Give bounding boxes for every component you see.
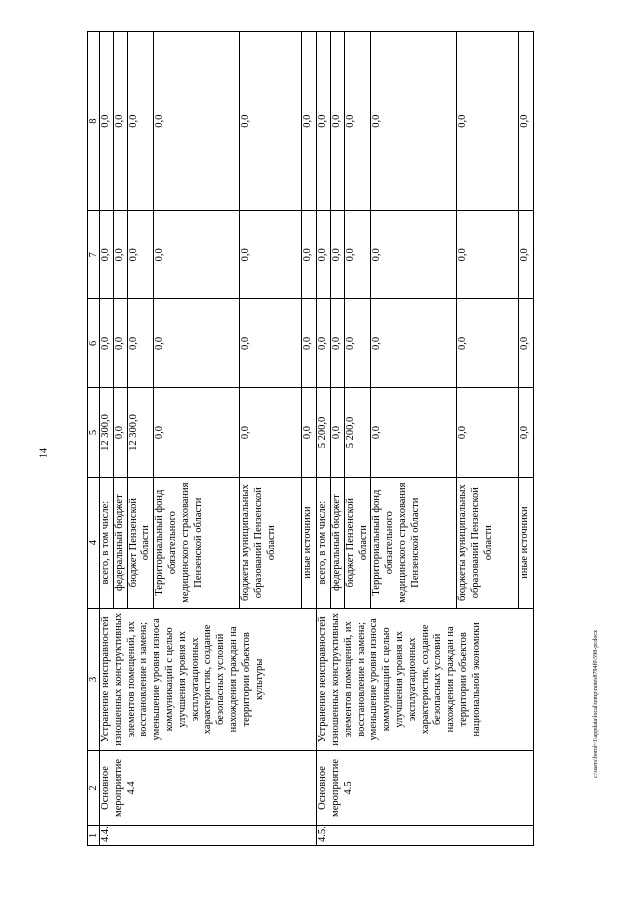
funding-source: федеральный бюджет <box>330 477 344 608</box>
amount-v5: 0,0 <box>240 388 302 477</box>
table-container <box>87 31 588 846</box>
amount-v6: 0,0 <box>344 299 371 388</box>
funding-source: Территориальный фонд обязательного медицинского страхования Пензенской области <box>154 477 240 608</box>
rotated-table-wrapper <box>87 31 588 846</box>
amount-v5: 0,0 <box>302 388 317 477</box>
amount-v5: 12 300,0 <box>100 388 114 477</box>
amount-v5: 0,0 <box>113 388 127 477</box>
header-cell: 5 <box>88 388 100 477</box>
amount-v6: 0,0 <box>371 299 457 388</box>
amount-v7: 0,0 <box>371 211 457 299</box>
header-cell: 4 <box>88 477 100 608</box>
page-number: 14 <box>38 448 50 458</box>
funding-source: федеральный бюджет <box>113 477 127 608</box>
amount-v7: 0,0 <box>317 211 331 299</box>
amount-v5: 0,0 <box>457 388 519 477</box>
table-row <box>100 32 114 846</box>
amount-v6: 0,0 <box>457 299 519 388</box>
amount-v6: 0,0 <box>100 299 114 388</box>
amount-v7: 0,0 <box>127 211 154 299</box>
header-cell: 6 <box>88 299 100 388</box>
amount-v7: 0,0 <box>457 211 519 299</box>
amount-v8: 0,0 <box>154 32 240 211</box>
funding-source: всего, в том числе: <box>317 477 331 608</box>
amount-v8: 0,0 <box>240 32 302 211</box>
amount-v8: 0,0 <box>330 32 344 211</box>
amount-v7: 0,0 <box>302 211 317 299</box>
section-name: Основное мероприятие 4.5 <box>317 750 534 825</box>
amount-v8: 0,0 <box>302 32 317 211</box>
amount-v6: 0,0 <box>519 299 534 388</box>
amount-v6: 0,0 <box>330 299 344 388</box>
amount-v8: 0,0 <box>519 32 534 211</box>
header-row <box>88 32 100 846</box>
section-description: Устранение неисправностей изношенных конструктивных элементов помещений, их восстановление и замена; уменьшение уровня износа коммуникаций с целью улучшения уровня их эксплуатационных характеристик, создание безопасных условий нахождения граждан на территории объектов национальной экономики <box>317 608 534 750</box>
amount-v5: 0,0 <box>330 388 344 477</box>
funding-source: бюджет Пензенской области <box>127 477 154 608</box>
section-description: Устранение неисправностей изношенных конструктивных элементов помещений, их восстановление и замена; уменьшение уровня износа коммуникаций с целью улучшения уровня их эксплуатационных характеристик, создание безопасных условий нахождения граждан на территории объектов культуры <box>100 608 317 750</box>
header-cell: 3 <box>88 608 100 750</box>
amount-v7: 0,0 <box>240 211 302 299</box>
amount-v5: 5 200,0 <box>344 388 371 477</box>
header-cell: 1 <box>88 825 100 845</box>
funding-source: иные источники <box>302 477 317 608</box>
funding-source: иные источники <box>519 477 534 608</box>
funding-source: бюджеты муниципальных образований Пензенской области <box>457 477 519 608</box>
funding-source: всего, в том числе: <box>100 477 114 608</box>
amount-v5: 5 200,0 <box>317 388 331 477</box>
amount-v8: 0,0 <box>371 32 457 211</box>
header-cell: 7 <box>88 211 100 299</box>
funding-source: Территориальный фонд обязательного медицинского страхования Пензенской области <box>371 477 457 608</box>
amount-v8: 0,0 <box>100 32 114 211</box>
amount-v7: 0,0 <box>519 211 534 299</box>
amount-v7: 0,0 <box>330 211 344 299</box>
section-number: 4.5. <box>317 825 534 845</box>
amount-v6: 0,0 <box>154 299 240 388</box>
amount-v8: 0,0 <box>127 32 154 211</box>
amount-v6: 0,0 <box>113 299 127 388</box>
funding-source: бюджеты муниципальных образований Пензенской области <box>240 477 302 608</box>
amount-v6: 0,0 <box>240 299 302 388</box>
amount-v7: 0,0 <box>100 211 114 299</box>
amount-v7: 0,0 <box>154 211 240 299</box>
amount-v5: 0,0 <box>154 388 240 477</box>
footer-file-path: c:\users\borol~1\appdata\local\temp\notes8794f0\598-pr.docx <box>593 629 599 779</box>
amount-v5: 0,0 <box>519 388 534 477</box>
section-name: Основное мероприятие 4.4 <box>100 750 317 825</box>
amount-v6: 0,0 <box>317 299 331 388</box>
program-funding-table <box>87 31 534 846</box>
amount-v6: 0,0 <box>302 299 317 388</box>
amount-v8: 0,0 <box>344 32 371 211</box>
amount-v7: 0,0 <box>344 211 371 299</box>
amount-v8: 0,0 <box>457 32 519 211</box>
amount-v5: 12 300,0 <box>127 388 154 477</box>
header-cell: 8 <box>88 32 100 211</box>
header-cell: 2 <box>88 750 100 825</box>
amount-v5: 0,0 <box>371 388 457 477</box>
table-row <box>317 32 331 846</box>
amount-v8: 0,0 <box>113 32 127 211</box>
amount-v6: 0,0 <box>127 299 154 388</box>
amount-v7: 0,0 <box>113 211 127 299</box>
amount-v8: 0,0 <box>317 32 331 211</box>
section-number: 4.4. <box>100 825 317 845</box>
funding-source: бюджет Пензенской области <box>344 477 371 608</box>
